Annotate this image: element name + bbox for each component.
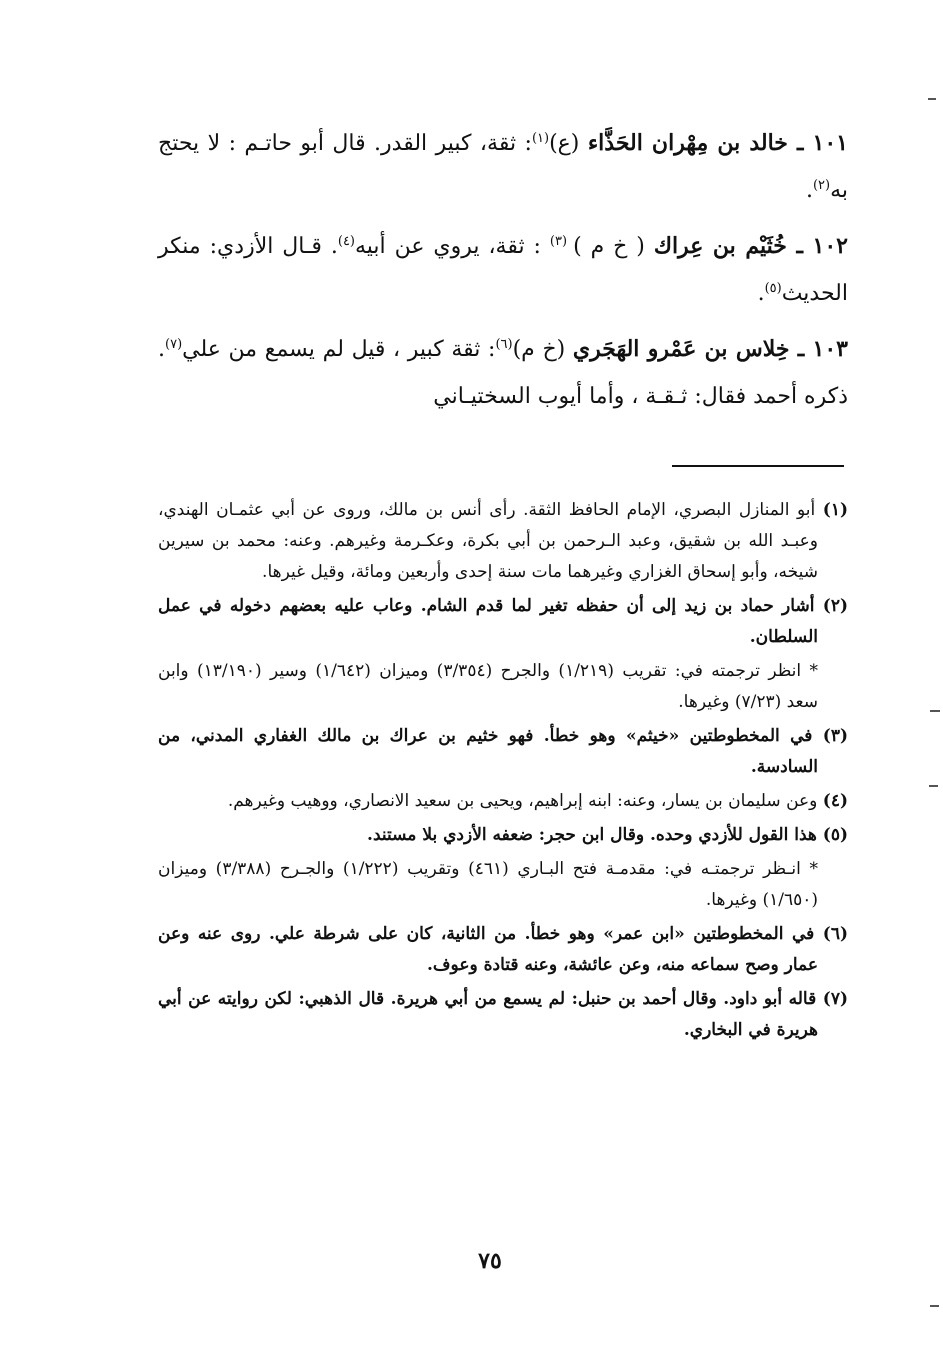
entry-code: (ع) (549, 131, 588, 156)
footnote-ref: (٢) (812, 178, 831, 193)
entry-body: . (805, 178, 813, 203)
main-text (158, 120, 848, 429)
footnote-number: (٧) (822, 989, 848, 1009)
footnote-ref: (٣) (549, 234, 574, 249)
footnote-4 (158, 786, 848, 817)
scan-mark (928, 98, 936, 100)
footnote-text: قاله أبو داود. وقال أحمد بن حنبل: لم يسمع من أبي هريرة. قال الذهبي: لكن روايته عن أبي هريرة في البخاري. (158, 989, 823, 1040)
footnote-2-sources (158, 656, 848, 718)
footnote-ref: (٧) (165, 337, 183, 352)
footnote-ref: (١) (531, 131, 550, 146)
footnote-text: أبو المنازل البصري، الإمام الحافظ الثقة. رأى أنس بن مالك، وروى عن أبي عثمـان الهندي، وعبـد الله بن شقيق، وعبد الـرحمن بن أبي بكرة، وعكـرمة وغيرهم. وعنه: محمد بن سيرين شيخه، وأبو إسحاق الغزاري وغيرهما مات سنة إحدى وأربعين ومائة، وقيل غيرها. (158, 500, 823, 582)
footnote-text: * انـظر ترجمتـه في: مقدمـة فتح البـاري (٤٦١) وتقريب (١/٢٢٢) والجـرح (٣/٣٨٨) وميزان (١/٦٥٠) وغيرها. (158, 859, 819, 910)
footnote-text: في المخطوطتين «خيثم» وهو خطأ. فهو خثيم بن عراك بن مالك الغفاري المدني، من السادسة. (158, 726, 823, 777)
footnote-text: هذا القول للأزدي وحده. وقال ابن حجر: ضعفه الأزدي بلا مستند. (367, 825, 823, 845)
entry-head: ١٠١ ـ خالد بن مِهْران الحَذَّاء (587, 130, 848, 156)
footnote-ref: (٤) (337, 234, 355, 249)
entry-body: : ثقة كبير ، قيل لم يسمع من علي (182, 337, 496, 362)
entry-head: ١٠٣ ـ خِلاس بن عَمْرو الهَجَري (572, 336, 848, 362)
footnotes (158, 495, 848, 1049)
entry-body: . (757, 281, 765, 306)
footnote-ref: (٦) (495, 337, 513, 352)
entry-body: . قـال الأزدي: منكر الحديث (158, 234, 848, 306)
footnote-ref: (٥) (764, 281, 782, 296)
footnote-7 (158, 984, 848, 1046)
footnote-5 (158, 820, 848, 851)
scan-mark (930, 710, 940, 712)
entry-body: : ثقة، يروي عن أبيه (355, 234, 550, 259)
entry-code: ( خ م ) (573, 234, 654, 259)
entry-103 (158, 326, 848, 420)
entry-head: ١٠٢ ـ خُثَيْم بن عِراك (653, 233, 848, 259)
footnote-text: وعن سليمان بن يسار، وعنه: ابنه إبراهيم، ويحيى بن سعيد الانصاري، ووهيب وغيرهم. (227, 791, 823, 811)
footnote-2 (158, 591, 848, 653)
scan-mark (929, 785, 938, 787)
entry-101 (158, 120, 848, 214)
footnote-3 (158, 721, 848, 783)
entry-102 (158, 223, 848, 317)
footnote-number: (٦) (822, 924, 848, 944)
footnote-text: * انظر ترجمته في: تقريب (١/٢١٩) والجرح (٣/٣٥٤) وميزان (١/٦٤٢) وسير (١٣/١٩٠) وابن سعد (٧/٢٣) وغيرها. (158, 661, 818, 712)
footnote-separator (672, 465, 844, 467)
footnote-number: (٣) (822, 726, 848, 746)
footnote-1 (158, 495, 848, 588)
footnote-number: (٢) (822, 596, 848, 616)
footnote-text: في المخطوطتين «ابن عمر» وهو خطأ. من الثانية، كان على شرطة علي. روى عنه وعن عمار وصح سماعه منه، وعن عائشة، وعنه قتادة وعوف. (158, 924, 823, 975)
page-number: ٧٥ (478, 1248, 502, 1274)
footnote-number: (١) (822, 500, 848, 520)
footnote-number: (٤) (822, 791, 848, 811)
footnote-number: (٥) (822, 825, 848, 845)
entry-body: : ثقة، كبير القدر. قال أبو حاتـم : لا يحتج به (158, 131, 848, 203)
entry-code: (خ م) (512, 337, 573, 362)
footnote-6 (158, 919, 848, 981)
footnote-5-sources (158, 854, 848, 916)
scan-mark (930, 1305, 939, 1307)
entry-body: . ذكره أحمد فقال: ثـقـة ، وأما أيوب السختيـاني (158, 337, 848, 409)
footnote-text: أشار حماد بن زيد إلى أن حفظه تغير لما قدم الشام. وعاب عليه بعضهم دخوله في عمل السلطان. (158, 596, 823, 647)
